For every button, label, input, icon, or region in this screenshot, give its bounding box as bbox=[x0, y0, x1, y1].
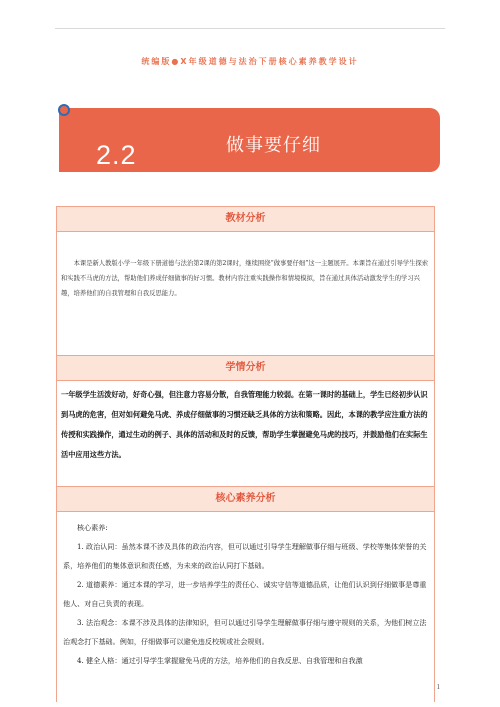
core-literacy-body bbox=[63, 518, 428, 670]
core-literacy-heading: 核心素养分析 bbox=[57, 487, 434, 512]
textbook-analysis-heading: 教材分析 bbox=[57, 207, 434, 232]
core-literacy-section bbox=[56, 486, 435, 702]
literacy-item: 2. 道德素养：通过本课的学习，进一步培养学生的责任心、诚实守信等道德品质，让他们认识到仔细做事是尊重他人、对自己负责的表现。 bbox=[63, 580, 427, 608]
core-literacy-label: 核心素养: bbox=[77, 523, 108, 532]
lesson-title: 做事要仔细 bbox=[226, 135, 321, 156]
literacy-item: 3. 法治观念：本课不涉及具体的法律知识，但可以通过引导学生理解做事仔细与遵守规则的关系，为他们树立法治观念打下基础。例如，仔细做事可以避免违反校规或社会规则。 bbox=[63, 618, 427, 646]
banner-circle-decoration bbox=[58, 104, 70, 116]
textbook-analysis-text: 本课是新人教版小学一年级下册道德与法治第2课的第2课时，继续围绕“做事要仔细”这一主题展开。本课旨在通过引导学生探索和实践不马虎的方法，帮助他们养成仔细做事的好习惯。教材内容注重实践操作和情境模拟，旨在通过具体活动激发学生的学习兴趣，培养他们的自我管理和自我反思能力。 bbox=[61, 260, 429, 297]
student-analysis-section bbox=[56, 355, 435, 487]
textbook-analysis-section bbox=[56, 206, 435, 356]
lesson-number: 2.2 bbox=[96, 140, 137, 170]
student-analysis-heading: 学情分析 bbox=[57, 356, 434, 381]
student-analysis-text: 一年级学生活泼好动，好奇心强，但注意力容易分散，自我管理能力较弱。在第一课时的基础上，学生已经初步认识到马虎的危害，但对如何避免马虎、养成仔细做事的习惯还缺乏具体的方法和策略。因此，本课的教学应注重方法的传授和实践操作，通过生动的例子、具体的活动和及时的反馈，帮助学生掌握避免马虎的技巧，并鼓励他们在实际生活中应用这些方法。 bbox=[61, 390, 428, 459]
page-number: 1 bbox=[436, 683, 440, 691]
top-rule bbox=[55, 28, 445, 29]
literacy-item: 1. 政治认同：虽然本课不涉及具体的政治内容，但可以通过引导学生理解做事仔细与班级、学校等集体荣誉的关系，培养他们的集体意识和责任感，为未来的政治认同打下基础。 bbox=[63, 542, 427, 570]
literacy-item: 4. 健全人格：通过引导学生掌握避免马虎的方法，培养他们的自我反思、自我管理和自我激 bbox=[77, 656, 363, 665]
series-header: 统编版●X年级道德与法治下册核心素养教学设计 bbox=[141, 57, 359, 66]
